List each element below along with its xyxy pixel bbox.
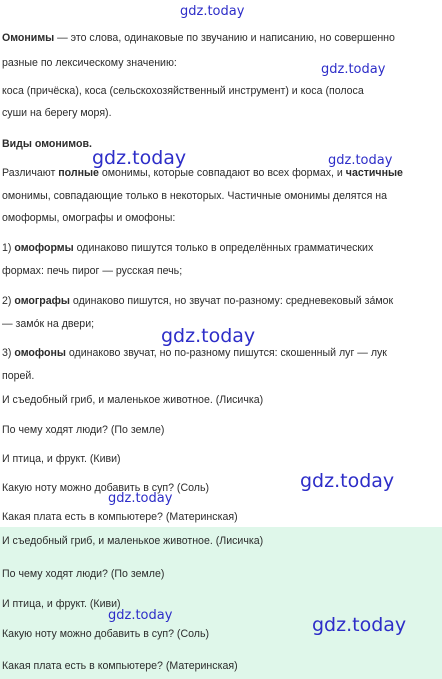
answer-5: Какая плата есть в компьютере? (Материнская) (2, 660, 238, 672)
item-1-line-2: формах: печь пирог — русская печь; (2, 265, 183, 277)
watermark: gdz.today (161, 325, 256, 347)
full-homonyms-term: полные (58, 167, 99, 179)
item-1-line-1 (2, 241, 373, 255)
definition-line-1 (2, 31, 395, 45)
riddle-3: И птица, и фрукт. (Киви) (2, 453, 121, 465)
types-heading: Виды омонимов. (2, 138, 92, 150)
definition-term: Омонимы (2, 32, 55, 44)
definition-text-1: — это слова, одинаковые по звучанию и написанию, но совершенно (54, 32, 395, 44)
item-3-line-2: порей. (2, 370, 35, 382)
item-term: омографы (14, 295, 70, 307)
item-number: 3) (2, 347, 15, 359)
definition-line-2: разные по лексическому значению: (2, 57, 177, 69)
item-3-line-1 (2, 346, 387, 360)
riddle-5: Какая плата есть в компьютере? (Материнская) (2, 511, 238, 523)
watermark: gdz.today (312, 614, 407, 636)
types-text: Различают (2, 167, 59, 179)
types-paragraph-line-3: омоформы, омографы и омофоны: (2, 212, 176, 224)
answer-4: Какую ноту можно добавить в суп? (Соль) (2, 628, 210, 640)
riddle-1: И съедобный гриб, и маленькое животное. (Лисичка) (2, 394, 264, 406)
item-2-line-2: — замо́к на двери; (2, 318, 95, 330)
answer-3: И птица, и фрукт. (Киви) (2, 598, 121, 610)
watermark: gdz.today (108, 491, 173, 506)
types-paragraph-line-2: омонимы, совпадающие только в некоторых. Частичные омонимы делятся на (2, 190, 387, 202)
item-term: омофоны (14, 347, 66, 359)
item-number: 2) (2, 295, 15, 307)
types-text: омонимы, которые совпадают во всех формах, и (98, 167, 346, 179)
watermark: gdz.today (300, 470, 395, 492)
watermark: gdz.today (108, 608, 173, 623)
watermark: gdz.today (92, 147, 187, 169)
watermark: gdz.today (180, 4, 245, 19)
types-paragraph-line-1 (2, 166, 403, 180)
watermark: gdz.today (321, 62, 386, 77)
item-text: одинаково пишутся только в определённых грамматических (73, 242, 374, 254)
definition-example-1: коса (причёска), коса (сельскохозяйственный инструмент) и коса (полоса (2, 85, 364, 97)
answer-2: По чему ходят люди? (По земле) (2, 568, 165, 580)
item-2-line-1 (2, 294, 393, 308)
watermark: gdz.today (328, 153, 393, 168)
riddle-2: По чему ходят люди? (По земле) (2, 424, 165, 436)
partial-homonyms-term: частичные (345, 167, 403, 179)
riddle-4: Какую ноту можно добавить в суп? (Соль) (2, 482, 210, 494)
item-term: омоформы (14, 242, 74, 254)
item-text: одинаково звучат, но по-разному пишутся: скошенный луг — лук (65, 347, 387, 359)
item-text: одинаково пишутся, но звучат по-разному: средневековый за́мок (69, 295, 394, 307)
item-number: 1) (2, 242, 15, 254)
definition-example-2: суши на берегу моря). (2, 107, 112, 119)
answer-1: И съедобный гриб, и маленькое животное. (Лисичка) (2, 535, 264, 547)
